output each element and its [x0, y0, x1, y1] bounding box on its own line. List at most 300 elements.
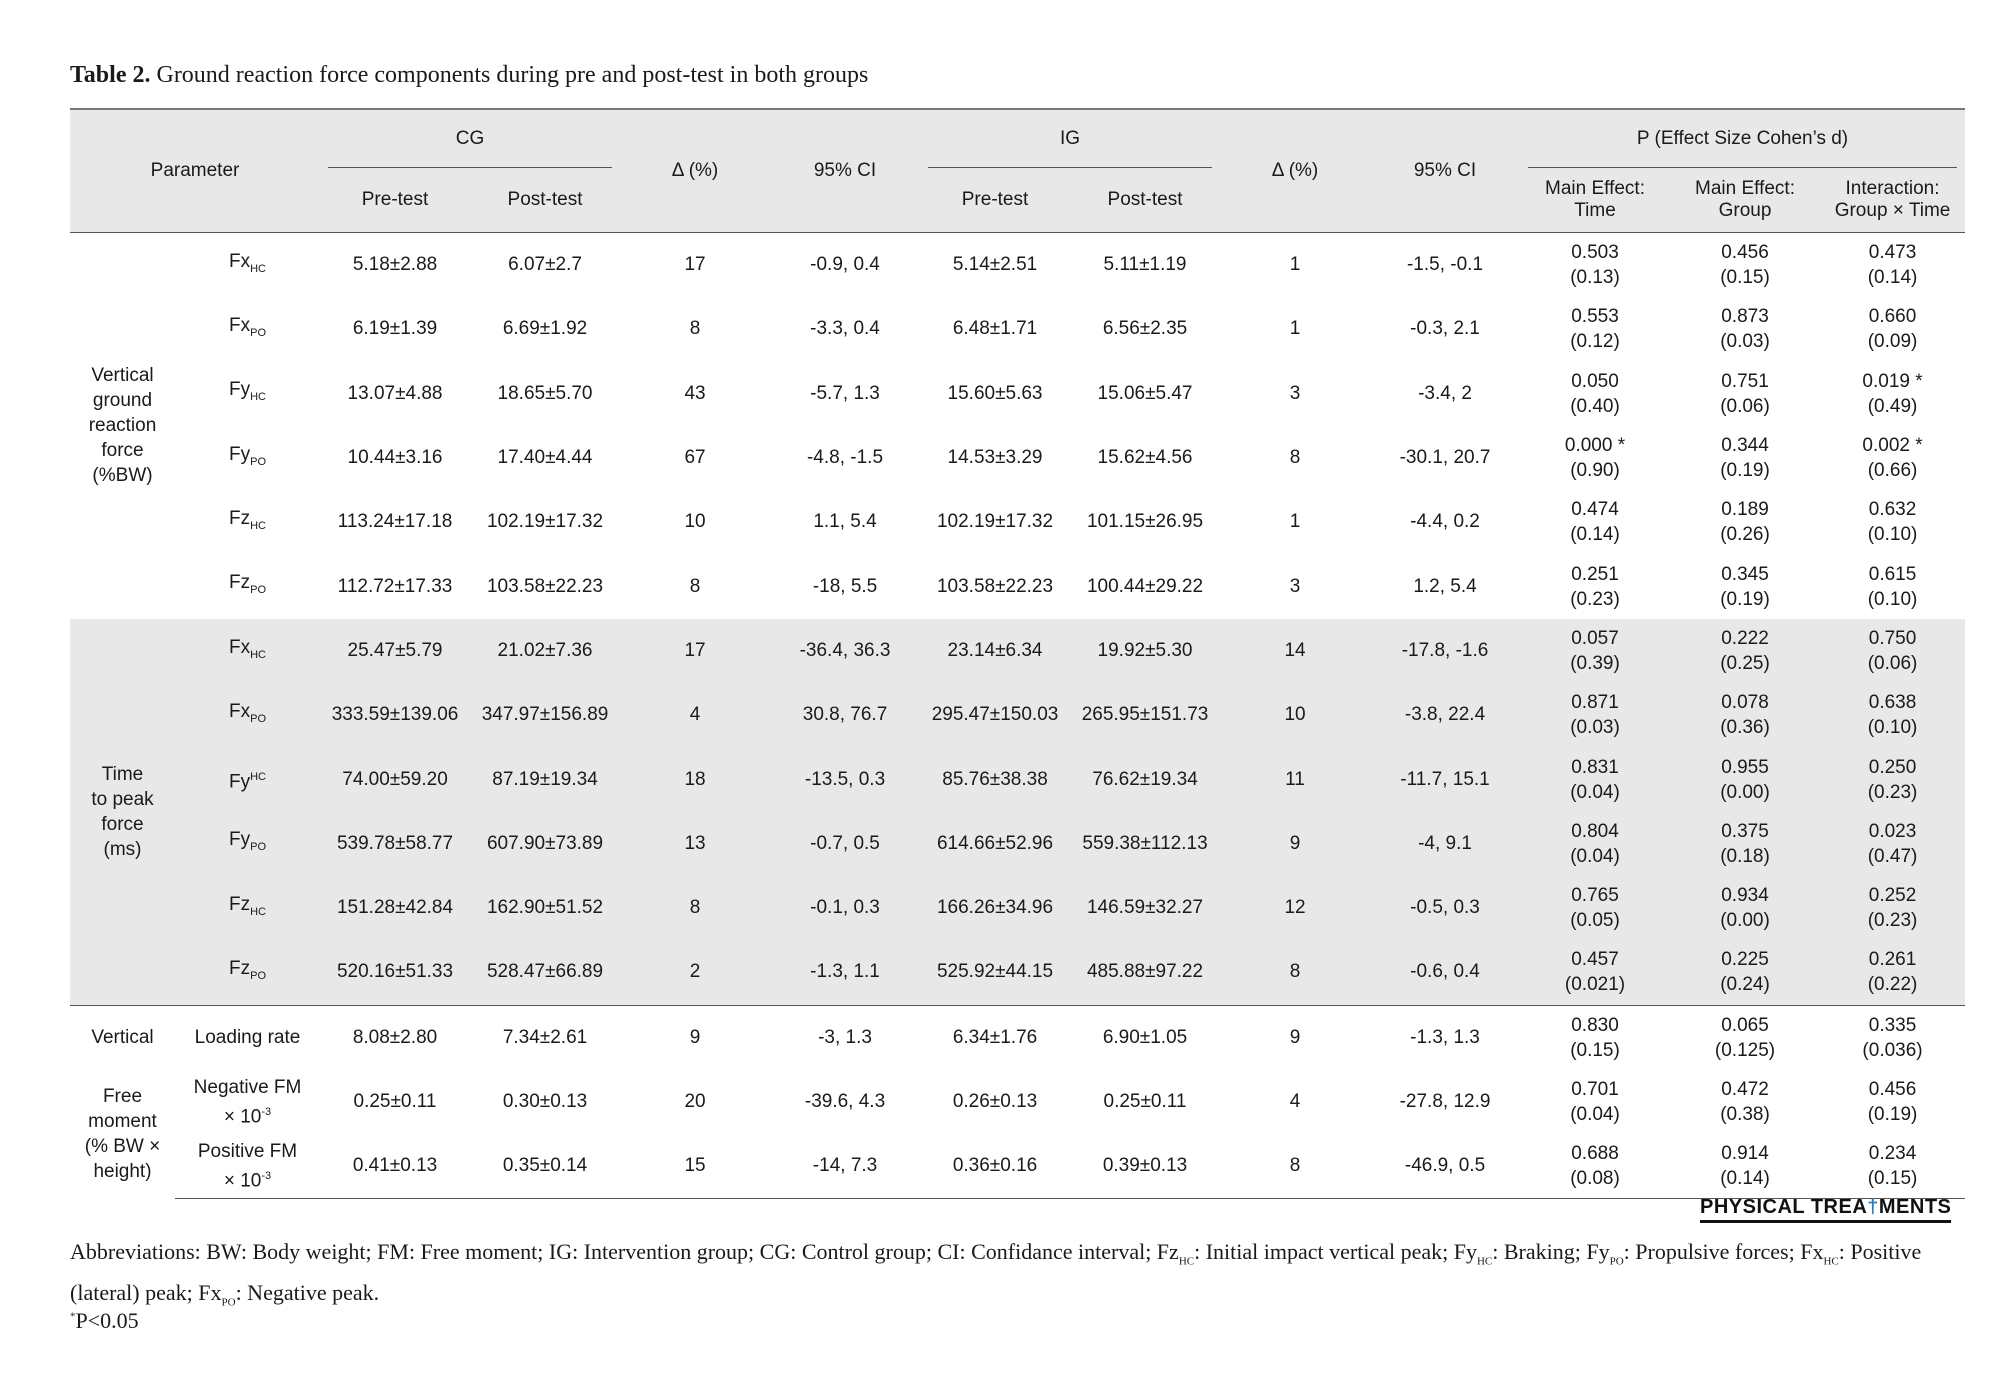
main-time-cell — [1520, 554, 1670, 618]
header-cg-ci: 95% CI — [770, 109, 920, 233]
main-group-cell — [1670, 297, 1820, 361]
cg-post-cell: 103.58±22.23 — [486, 575, 604, 597]
parameter-cell — [175, 1005, 320, 1070]
table-caption-label: Table 2. — [70, 62, 151, 88]
main-time-p: 0.503 — [1571, 242, 1619, 264]
ig-post-cell: 76.62±19.34 — [1070, 747, 1220, 811]
ig-pre-cell: 166.26±34.96 — [920, 876, 1070, 940]
main-time-p: 0.553 — [1571, 306, 1619, 328]
cg-post-cell: 6.07±2.7 — [470, 233, 620, 298]
cg-d-cell: 15 — [620, 1134, 770, 1199]
abbreviation-text: : Positive (lateral) peak; Fx — [70, 1239, 1922, 1306]
ig-pre-cell: 15.60±5.63 — [947, 382, 1043, 404]
section-free-moment-line: Free — [102, 1086, 143, 1108]
ig-post-cell: 5.11±1.19 — [1070, 233, 1220, 298]
main-group-effect-size: (0.25) — [1720, 652, 1770, 674]
parameter-cell — [175, 1070, 320, 1134]
main-group-cell — [1670, 233, 1820, 298]
header-cg-delta: Δ (%) — [620, 109, 770, 233]
main-group-effect-size: (0.24) — [1720, 974, 1770, 996]
parameter-subscript: HC — [250, 519, 266, 532]
section-free-moment-line: moment — [88, 1111, 157, 1133]
ig-ci-cell: -11.7, 15.1 — [1370, 747, 1520, 811]
abbreviation-text: : Braking; Fy — [1492, 1239, 1610, 1264]
physical-treatments-logo: PHYSICAL TREA†MENTS — [1700, 1196, 1951, 1223]
main-group-p: 0.751 — [1721, 370, 1769, 392]
ig-pre-cell: 6.34±1.76 — [920, 1005, 1070, 1070]
section-time-to-peak-line: (ms) — [103, 838, 142, 860]
parameter-superscript: HC — [250, 770, 266, 783]
cg-ci-cell: -4.8, -1.5 — [806, 447, 884, 469]
cg-pre-cell: 0.41±0.13 — [320, 1134, 470, 1199]
header-main-time: Main Effect: Time — [1520, 168, 1670, 233]
table-row — [70, 490, 1965, 554]
ig-ci-cell: -30.1, 20.7 — [1399, 447, 1491, 469]
ig-pre-cell: 6.48±1.71 — [952, 318, 1038, 340]
main-group-cell — [1670, 940, 1820, 1005]
main-time-p: 0.000 * — [1564, 435, 1626, 457]
cg-ci-cell: -18, 5.5 — [812, 575, 878, 597]
parameter-name: Positive FM — [197, 1141, 298, 1163]
cg-d-cell: 17 — [620, 233, 770, 298]
main-time-p: 0.050 — [1571, 370, 1619, 392]
cg-pre-cell: 520.16±51.33 — [320, 940, 470, 1005]
main-group-p: 0.934 — [1721, 885, 1769, 907]
section-vgrf-line: ground — [92, 390, 153, 412]
main-time-cell — [1520, 683, 1670, 747]
main-time-effect-size: (0.08) — [1570, 1168, 1620, 1190]
parameter-name: Fx — [229, 250, 251, 272]
cg-d-cell: 8 — [689, 575, 701, 597]
interaction-p: 0.019 * — [1862, 370, 1923, 392]
interaction-effect-size: (0.06) — [1867, 652, 1918, 674]
table-row — [70, 233, 1965, 298]
parameter-name: Fx — [229, 700, 251, 722]
main-time-effect-size: (0.40) — [1570, 395, 1620, 417]
main-time-effect-size: (0.23) — [1570, 588, 1620, 610]
ig-ci-cell: -0.3, 2.1 — [1410, 318, 1480, 340]
cg-ci-cell: -0.9, 0.4 — [770, 233, 920, 298]
cg-pre-cell: 113.24±17.18 — [337, 511, 453, 533]
cg-pre-cell: 0.25±0.11 — [353, 1091, 437, 1112]
main-group-effect-size: (0.00) — [1720, 910, 1770, 932]
main-time-p: 0.765 — [1571, 885, 1619, 907]
cg-d-cell: 17 — [620, 619, 770, 683]
table-row — [70, 747, 1965, 811]
cg-ci-cell: -0.1, 0.3 — [770, 876, 920, 940]
cg-ci-cell: 30.8, 76.7 — [770, 683, 920, 747]
section-vgrf — [70, 233, 175, 619]
main-group-cell — [1670, 619, 1820, 683]
ig-ci-cell: -17.8, -1.6 — [1370, 619, 1520, 683]
interaction-cell — [1820, 940, 1965, 1005]
main-time-effect-size: (0.05) — [1570, 910, 1620, 932]
parameter-subscript: PO — [250, 584, 267, 597]
main-time-effect-size: (0.90) — [1570, 460, 1620, 482]
interaction-p: 0.335 — [1868, 1014, 1917, 1036]
interaction-p: 0.261 — [1868, 949, 1917, 971]
abbreviation-text: Abbreviations: BW: Body weight; FM: Free moment; IG: Intervention group; CG: Control group; CI: Confidance interval; Fz — [70, 1239, 1179, 1264]
ig-pre-cell: 102.19±17.32 — [936, 511, 1054, 533]
ig-post-cell: 485.88±97.22 — [1070, 940, 1220, 1005]
section-free-moment — [70, 1070, 175, 1199]
interaction-p: 0.660 — [1868, 306, 1917, 328]
cg-post-cell: 102.19±17.32 — [486, 511, 604, 533]
interaction-effect-size: (0.47) — [1867, 845, 1918, 867]
parameter-name: Fy — [229, 379, 251, 401]
ig-post-cell: 101.15±26.95 — [1086, 511, 1204, 533]
interaction-effect-size: (0.15) — [1867, 1168, 1918, 1190]
main-group-p: 0.914 — [1721, 1143, 1769, 1165]
ig-pre-cell: 525.92±44.15 — [920, 940, 1070, 1005]
main-time-cell — [1520, 426, 1670, 490]
ig-ci-cell: -0.6, 0.4 — [1370, 940, 1520, 1005]
cg-d-cell: 4 — [620, 683, 770, 747]
cg-pre-cell: 539.78±58.77 — [320, 812, 470, 876]
cg-ci-cell: -3.3, 0.4 — [810, 318, 880, 340]
cg-post-cell: 7.34±2.61 — [470, 1005, 620, 1070]
interaction-effect-size: (0.14) — [1867, 267, 1918, 289]
parameter-subscript: HC — [250, 391, 266, 404]
cg-ci-cell: -39.6, 4.3 — [804, 1091, 886, 1112]
ig-pre-cell: 5.14±2.51 — [920, 233, 1070, 298]
main-time-effect-size: (0.03) — [1570, 717, 1620, 739]
ig-d-cell: 3 — [1289, 382, 1301, 404]
table-row — [70, 876, 1965, 940]
cg-ci-cell: 1.1, 5.4 — [813, 511, 877, 533]
main-group-p: 0.345 — [1721, 563, 1769, 585]
main-time-cell — [1520, 362, 1670, 426]
cg-post-cell: 0.35±0.14 — [470, 1134, 620, 1199]
section-time-to-peak-line: to peak — [91, 788, 154, 810]
parameter-subscript: HC — [250, 262, 266, 275]
ig-pre-cell: 0.26±0.13 — [952, 1091, 1038, 1112]
interaction-cell — [1820, 747, 1965, 811]
parameter-name: Negative FM — [193, 1076, 302, 1098]
main-time-cell — [1520, 233, 1670, 298]
interaction-effect-size: (0.66) — [1867, 460, 1918, 482]
cg-d-cell: 43 — [684, 382, 706, 404]
cg-ci-cell: -0.7, 0.5 — [770, 812, 920, 876]
cg-pre-cell: 13.07±4.88 — [347, 382, 443, 404]
parameter-cell — [175, 619, 320, 683]
ig-post-cell: 146.59±32.27 — [1070, 876, 1220, 940]
main-group-p: 0.189 — [1721, 499, 1769, 521]
header-main-group: Main Effect: Group — [1670, 168, 1820, 233]
ig-post-cell: 6.56±2.35 — [1102, 318, 1188, 340]
table-row — [70, 940, 1965, 1005]
parameter-name: Loading rate — [194, 1027, 301, 1049]
abbreviation-subscript: HC — [1178, 1255, 1195, 1268]
interaction-cell — [1820, 1005, 1965, 1070]
main-group-cell — [1670, 747, 1820, 811]
main-group-p: 0.344 — [1721, 435, 1769, 457]
header-p-effect: P (Effect Size Cohen’s d) — [1520, 109, 1965, 168]
main-group-cell — [1670, 426, 1820, 490]
main-group-cell — [1670, 554, 1820, 618]
main-group-cell — [1670, 1005, 1820, 1070]
parameter-scale: × 10 — [223, 1106, 262, 1128]
main-group-p: 0.078 — [1721, 692, 1769, 714]
interaction-effect-size: (0.036) — [1862, 1039, 1923, 1061]
main-time-p: 0.457 — [1571, 949, 1619, 971]
ig-pre-cell: 614.66±52.96 — [920, 812, 1070, 876]
cg-ci-cell: -36.4, 36.3 — [770, 619, 920, 683]
main-group-p: 0.955 — [1721, 756, 1769, 778]
ig-ci-cell: -3.8, 22.4 — [1370, 683, 1520, 747]
abbreviations-footnote — [70, 1236, 1970, 1319]
ig-post-cell: 100.44±29.22 — [1086, 575, 1204, 597]
ig-d-cell: 10 — [1220, 683, 1370, 747]
parameter-name: Fx — [229, 636, 251, 658]
interaction-p: 0.632 — [1868, 499, 1917, 521]
table-row — [70, 426, 1965, 490]
main-group-p: 0.222 — [1721, 627, 1769, 649]
main-group-cell — [1670, 812, 1820, 876]
interaction-cell — [1820, 233, 1965, 298]
main-time-cell — [1520, 619, 1670, 683]
ig-d-cell: 9 — [1220, 812, 1370, 876]
section-free-moment-line: height) — [93, 1161, 152, 1183]
interaction-effect-size: (0.22) — [1867, 974, 1918, 996]
parameter-name: Fy — [229, 829, 251, 851]
interaction-cell — [1820, 812, 1965, 876]
main-time-cell — [1520, 297, 1670, 361]
main-time-p: 0.871 — [1571, 692, 1619, 714]
ig-d-cell: 1 — [1289, 318, 1301, 340]
table-row — [70, 1134, 1965, 1199]
interaction-cell — [1820, 876, 1965, 940]
main-time-cell — [1520, 940, 1670, 1005]
ig-d-cell: 8 — [1220, 940, 1370, 1005]
interaction-p: 0.456 — [1868, 1079, 1917, 1100]
ig-d-cell: 1 — [1220, 233, 1370, 298]
cg-d-cell: 18 — [620, 747, 770, 811]
cg-post-cell: 21.02±7.36 — [470, 619, 620, 683]
parameter-cell — [175, 362, 320, 426]
parameter-name: Fz — [229, 507, 251, 529]
abbreviation-text: : Negative peak. — [235, 1280, 380, 1306]
section-time-to-peak — [70, 619, 175, 1005]
main-time-cell — [1520, 490, 1670, 554]
main-time-p: 0.701 — [1571, 1079, 1619, 1100]
parameter-cell — [175, 426, 320, 490]
abbreviation-text: : Propulsive forces; Fx — [1623, 1239, 1824, 1264]
cg-post-cell: 6.69±1.92 — [502, 318, 588, 340]
parameter-name: Fx — [229, 315, 251, 337]
ig-post-cell: 15.06±5.47 — [1097, 382, 1193, 404]
main-group-p: 0.375 — [1721, 820, 1769, 842]
ig-d-cell: 14 — [1220, 619, 1370, 683]
cg-pre-cell: 6.19±1.39 — [352, 318, 438, 340]
parameter-cell — [175, 554, 320, 618]
cg-pre-cell: 5.18±2.88 — [320, 233, 470, 298]
table-caption-text: Ground reaction force components during pre and post-test in both groups — [156, 62, 869, 88]
cg-pre-cell: 151.28±42.84 — [320, 876, 470, 940]
parameter-cell — [175, 490, 320, 554]
ig-ci-cell: -0.5, 0.3 — [1370, 876, 1520, 940]
main-group-cell — [1670, 1134, 1820, 1199]
interaction-effect-size: (0.10) — [1867, 588, 1918, 610]
cg-pre-cell: 333.59±139.06 — [320, 683, 470, 747]
main-time-p: 0.804 — [1571, 820, 1619, 842]
main-time-effect-size: (0.021) — [1564, 974, 1626, 996]
ig-post-cell: 0.39±0.13 — [1070, 1134, 1220, 1199]
main-time-p: 0.831 — [1571, 756, 1619, 778]
header-ig-ci: 95% CI — [1370, 109, 1520, 233]
cg-d-cell: 20 — [684, 1091, 706, 1112]
parameter-exponent: -3 — [261, 1105, 272, 1118]
main-group-cell — [1670, 490, 1820, 554]
header-cg: CG — [320, 109, 620, 168]
ig-post-cell: 559.38±112.13 — [1070, 812, 1220, 876]
main-group-p: 0.065 — [1721, 1014, 1769, 1036]
main-time-p: 0.474 — [1571, 499, 1619, 521]
parameter-subscript: PO — [250, 969, 267, 982]
interaction-p: 0.252 — [1868, 885, 1917, 907]
section-vertical — [70, 1005, 175, 1070]
ig-ci-cell: -27.8, 12.9 — [1399, 1091, 1491, 1112]
cg-ci-cell: -14, 7.3 — [770, 1134, 920, 1199]
main-time-effect-size: (0.04) — [1570, 781, 1620, 803]
main-group-cell — [1670, 876, 1820, 940]
abbreviation-text: : Initial impact vertical peak; Fy — [1194, 1239, 1477, 1264]
main-group-effect-size: (0.14) — [1720, 1168, 1770, 1190]
ig-d-cell: 9 — [1220, 1005, 1370, 1070]
interaction-effect-size: (0.49) — [1867, 395, 1918, 417]
ig-d-cell: 12 — [1220, 876, 1370, 940]
interaction-effect-size: (0.23) — [1867, 910, 1918, 932]
section-time-to-peak-line: force — [101, 813, 144, 835]
section-vgrf-line: force — [101, 440, 144, 462]
cg-pre-cell: 8.08±2.80 — [320, 1005, 470, 1070]
section-free-moment-line: (% BW × — [84, 1136, 161, 1158]
ig-pre-cell: 23.14±6.34 — [920, 619, 1070, 683]
ig-post-cell: 6.90±1.05 — [1070, 1005, 1220, 1070]
cg-d-cell: 10 — [684, 511, 706, 533]
header-ig-pre: Pre-test — [920, 168, 1070, 233]
interaction-p: 0.615 — [1868, 563, 1917, 585]
cg-post-cell: 17.40±4.44 — [497, 447, 593, 469]
ig-ci-cell: -4.4, 0.2 — [1410, 511, 1480, 533]
cg-d-cell: 8 — [689, 318, 701, 340]
cg-ci-cell: -5.7, 1.3 — [810, 382, 880, 404]
parameter-name: Fy — [229, 443, 251, 465]
main-group-effect-size: (0.06) — [1720, 395, 1770, 417]
section-vgrf-line: (%BW) — [92, 465, 153, 487]
header-cg-post: Post-test — [470, 168, 620, 233]
interaction-cell — [1820, 683, 1965, 747]
significance-note: *P<0.05 — [70, 1308, 139, 1333]
cg-d-cell: 2 — [620, 940, 770, 1005]
main-group-effect-size: (0.00) — [1720, 781, 1770, 803]
cg-post-cell: 607.90±73.89 — [470, 812, 620, 876]
interaction-cell — [1820, 297, 1965, 361]
main-time-cell — [1520, 1134, 1670, 1199]
main-group-cell — [1670, 362, 1820, 426]
table-body — [70, 233, 1965, 1199]
ig-pre-cell: 0.36±0.16 — [920, 1134, 1070, 1199]
ig-pre-cell: 85.76±38.38 — [920, 747, 1070, 811]
cg-post-cell: 0.30±0.13 — [502, 1091, 588, 1112]
ig-d-cell: 8 — [1220, 1134, 1370, 1199]
cg-pre-cell: 25.47±5.79 — [320, 619, 470, 683]
abbreviation-subscript: HC — [1476, 1255, 1493, 1268]
main-time-cell — [1520, 747, 1670, 811]
ig-d-cell: 4 — [1289, 1091, 1301, 1112]
abbreviation-subscript: HC — [1823, 1255, 1839, 1268]
main-time-effect-size: (0.04) — [1570, 1104, 1620, 1125]
table-row — [70, 554, 1965, 618]
main-time-cell — [1520, 1070, 1670, 1134]
interaction-p: 0.002 * — [1862, 435, 1923, 457]
main-group-effect-size: (0.18) — [1720, 845, 1770, 867]
interaction-cell — [1820, 1070, 1965, 1134]
header-ig-post: Post-test — [1070, 168, 1220, 233]
cg-d-cell: 67 — [684, 447, 706, 469]
cg-d-cell: 9 — [620, 1005, 770, 1070]
main-group-effect-size: (0.19) — [1720, 588, 1770, 610]
main-group-effect-size: (0.26) — [1720, 524, 1770, 546]
section-vgrf-line: reaction — [88, 415, 157, 437]
cg-post-cell: 528.47±66.89 — [470, 940, 620, 1005]
ig-post-cell: 15.62±4.56 — [1097, 447, 1193, 469]
abbreviation-subscript: PO — [1609, 1255, 1624, 1268]
cg-pre-cell: 112.72±17.33 — [337, 575, 453, 597]
parameter-exponent: -3 — [261, 1170, 272, 1183]
ig-d-cell: 11 — [1220, 747, 1370, 811]
parameter-cell — [175, 876, 320, 940]
main-group-p: 0.225 — [1721, 949, 1769, 971]
ig-ci-cell: -3.4, 2 — [1418, 382, 1472, 404]
parameter-name: Fz — [229, 893, 251, 915]
main-group-p: 0.472 — [1721, 1079, 1769, 1100]
main-time-effect-size: (0.15) — [1570, 1039, 1620, 1061]
cg-ci-cell: -1.3, 1.1 — [770, 940, 920, 1005]
interaction-cell — [1820, 1134, 1965, 1199]
main-time-cell — [1520, 1005, 1670, 1070]
interaction-cell — [1820, 619, 1965, 683]
main-time-p: 0.057 — [1571, 627, 1619, 649]
main-time-effect-size: (0.39) — [1570, 652, 1620, 674]
main-group-effect-size: (0.19) — [1720, 460, 1770, 482]
main-time-cell — [1520, 812, 1670, 876]
parameter-cell — [175, 812, 320, 876]
interaction-p: 0.023 — [1868, 820, 1917, 842]
ig-d-cell: 3 — [1289, 575, 1301, 597]
main-group-p: 0.873 — [1721, 306, 1769, 328]
parameter-cell — [175, 297, 320, 361]
cg-ci-cell: -3, 1.3 — [770, 1005, 920, 1070]
parameter-subscript: PO — [250, 326, 267, 339]
cg-d-cell: 8 — [620, 876, 770, 940]
main-group-effect-size: (0.36) — [1720, 717, 1770, 739]
main-time-effect-size: (0.14) — [1570, 524, 1620, 546]
main-time-effect-size: (0.04) — [1570, 845, 1620, 867]
parameter-subscript: HC — [250, 648, 266, 661]
ig-ci-cell: -46.9, 0.5 — [1370, 1134, 1520, 1199]
parameter-subscript: PO — [250, 455, 267, 468]
ig-pre-cell: 103.58±22.23 — [936, 575, 1054, 597]
header-parameter: Parameter — [70, 109, 320, 233]
parameter-cell — [175, 747, 320, 811]
table-row — [70, 362, 1965, 426]
interaction-p: 0.638 — [1868, 692, 1917, 714]
parameter-name: Fz — [229, 958, 251, 980]
ig-ci-cell: -1.5, -0.1 — [1370, 233, 1520, 298]
parameter-scale: × 10 — [223, 1170, 262, 1192]
interaction-cell — [1820, 554, 1965, 618]
